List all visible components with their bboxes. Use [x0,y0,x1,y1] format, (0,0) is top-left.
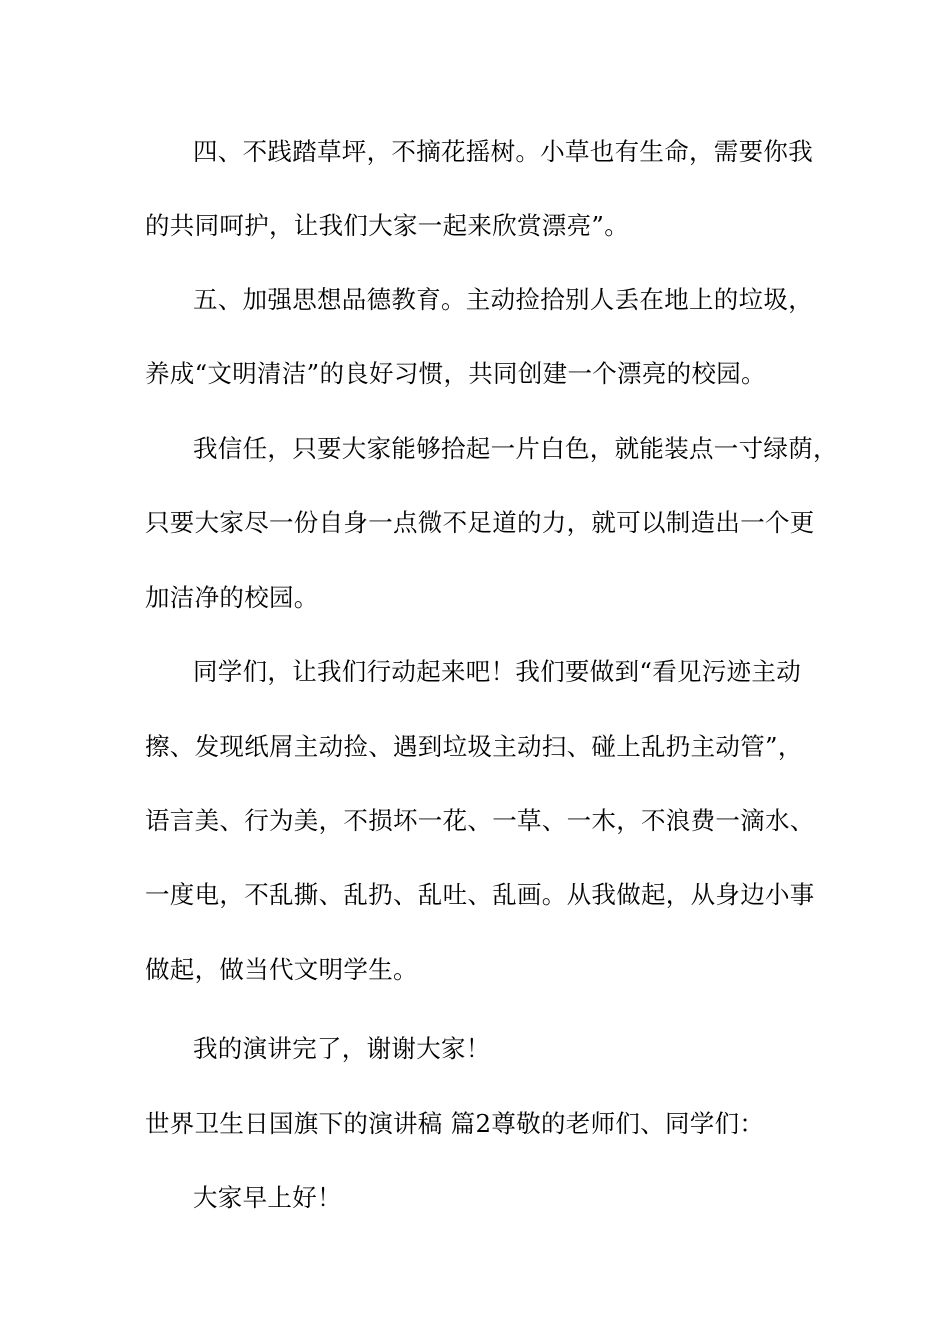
paragraph-line: 同学们，让我们行动起来吧！我们要做到“看见污迹主动 [193,657,802,686]
section-heading: 世界卫生日国旗下的演讲稿 篇2尊敬的老师们、同学们： [145,1109,765,1138]
paragraph-line: 的共同呵护，让我们大家一起来欣赏漂亮”。 [145,211,630,240]
paragraph-line: 加洁净的校园。 [145,583,319,612]
paragraph-line: 我信任，只要大家能够拾起一片白色，就能装点一寸绿荫， [193,434,838,463]
paragraph-line: 养成“文明清洁”的良好习惯，共同创建一个漂亮的校园。 [145,359,766,388]
closing-line: 我的演讲完了，谢谢大家！ [193,1034,491,1063]
paragraph-line: 只要大家尽一份自身一点微不足道的力，就可以制造出一个更 [145,508,815,537]
paragraph-line: 一度电，不乱撕、乱扔、乱吐、乱画。从我做起，从身边小事 [145,880,815,909]
paragraph-line: 语言美、行为美，不损坏一花、一草、一木，不浪费一滴水、 [145,806,815,835]
paragraph-line: 擦、发现纸屑主动捡、遇到垃圾主动扫、碰上乱扔主动管”， [145,732,803,761]
paragraph-line: 五、加强思想品德教育。主动捡拾别人丢在地上的垃圾， [193,285,813,314]
paragraph-line: 做起，做当代文明学生。 [145,955,418,984]
paragraph-line: 四、不践踏草坪，不摘花摇树。小草也有生命，需要你我 [193,137,813,166]
greeting-line: 大家早上好！ [193,1183,342,1212]
